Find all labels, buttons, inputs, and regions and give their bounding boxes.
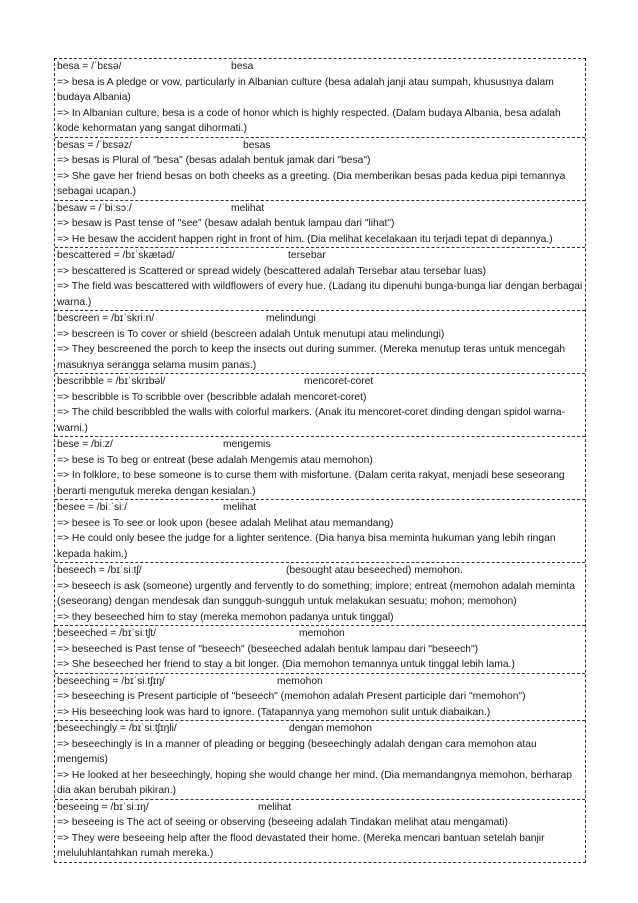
definition: => beseeched is Past tense of "beseech" (beseeched adalah bentuk lampau dari "beseech"): [57, 643, 479, 655]
example: => His beseeching look was hard to ignore. (Tatapannya yang memohon sulit untuk diabaikan.): [57, 706, 491, 718]
definition: => bescreen is To cover or shield (bescreen adalah Untuk menutupi atau melindungi): [57, 328, 445, 340]
headword: beseeing = /bɪˈsiːɪŋ/: [57, 801, 149, 813]
entry-besa: [55, 59, 585, 138]
entry-header: [57, 59, 583, 75]
definition: => besee is To see or look upon (besee adalah Melihat atau memandang): [57, 517, 394, 529]
headword: besee = /biːˈsiː/: [57, 502, 128, 513]
example: => He looked at her beseechingly, hoping she would change her mind. (Dia memandangnya memohon, berharap dia akan berubah pikiran.): [57, 769, 572, 796]
entry-header: [57, 201, 583, 217]
example: => they beseeched him to stay (mereka memohon padanya untuk tinggal): [57, 611, 394, 623]
translation: tersebar: [288, 250, 326, 261]
entry-header: [57, 138, 583, 154]
definition: => besaw is Past tense of "see" (besaw adalah bentuk lampau dari "lihat"): [57, 218, 395, 229]
headword: bescreen = /bɪˈskriːn/: [57, 313, 155, 324]
definition: => beseech is ask (someone) urgently and fervently to do something; implore; entreat (memohon adalah meminta (seseorang) dengan mendesak dan sungguh-sungguh untuk melakukan sesuatu; mohon; memohon): [57, 580, 575, 607]
headword: bese = /biːz/: [57, 439, 113, 450]
definition: => besa is A pledge or vow, particularly in Albanian culture (besa adalah janji atau sumpah, khususnya dalam budaya Albania): [57, 76, 554, 103]
example: => The field was bescattered with wildflowers of every hue. (Ladang itu dipenuhi bunga-bunga liar dengan berbagai warna.): [57, 281, 583, 308]
entry-header: [57, 721, 583, 737]
entry-bese: [55, 437, 585, 500]
entry-beseeched: [55, 626, 585, 674]
translation: (besought atau beseeched) memohon.: [286, 565, 463, 576]
entry-besas: [55, 138, 585, 201]
entry-besee: [55, 500, 585, 563]
translation: memohon: [299, 628, 345, 639]
example: => The child bescribbled the walls with colorful markers. (Anak itu mencoret-coret dinding dengan spidol warna-warni.): [57, 407, 566, 434]
translation: besas: [243, 139, 271, 151]
definition: => besas is Plural of "besa" (besas adalah bentuk jamak dari "besa"): [57, 155, 371, 166]
translation: mengemis: [223, 439, 271, 450]
definition: => beseeing is The act of seeing or observing (beseeing adalah Tindakan melihat atau mengamati): [57, 817, 508, 828]
headword: beseeched = /bɪˈsiːtʃt/: [57, 628, 156, 639]
entry-header: [57, 311, 583, 327]
example: => She beseeched her friend to stay a bit longer. (Dia memohon temannya untuk tinggal lebih lama.): [57, 659, 515, 670]
translation: dengan memohon: [289, 723, 373, 734]
definition: => bescattered is Scattered or spread widely (bescattered adalah Tersebar atau tersebar luas): [57, 265, 487, 277]
translation: melihat: [231, 202, 265, 214]
headword: bescattered = /bɪˈskætəd/: [57, 250, 175, 261]
translation: melihat: [223, 502, 257, 513]
entry-beseeing: [55, 800, 585, 862]
headword: besaw = /ˈbiːsɔː/: [57, 202, 132, 214]
entry-beseeching: [55, 674, 585, 722]
entry-bescreen: [55, 311, 585, 374]
entry-header: [57, 374, 583, 390]
headword: beseechingly = /bɪˈsiːtʃɪŋli/: [57, 723, 177, 734]
headword: besas = /ˈbɛsəz/: [57, 139, 132, 151]
translation: melihat: [258, 801, 292, 813]
entry-bescattered: [55, 248, 585, 311]
headword: beseech = /bɪˈsiːtʃ/: [57, 565, 142, 576]
entry-header: [57, 800, 583, 816]
translation: melindungi: [266, 313, 316, 324]
example: => In folklore, to bese someone is to curse them with misfortune. (Dalam cerita rakyat, menjadi bese seseorang berarti mengutuk mereka dengan kesialan.): [57, 470, 565, 497]
definition: => beseechingly is In a manner of pleading or begging (beseechingly adalah dengan cara memohon atau mengemis): [57, 738, 537, 765]
definition: => beseeching is Present participle of "beseech" (memohon adalah Present participle dari "memohon"): [57, 691, 526, 702]
entry-besaw: [55, 201, 585, 249]
example: => He besaw the accident happen right in front of him. (Dia melihat kecelakaan itu terjadi tepat di depannya.): [57, 233, 553, 245]
translation: besa: [231, 61, 254, 72]
example: => They were beseeing help after the flood devastated their home. (Mereka mencari bantuan setelah banjir meluluhlantahkan rumah mereka.): [57, 832, 545, 859]
dictionary-page: [54, 58, 586, 863]
headword: beseeching = /bɪˈsiːtʃɪŋ/: [57, 675, 165, 687]
entry-header: [57, 626, 583, 642]
example: => He could only besee the judge for a lighter sentence. (Dia hanya bisa meminta hukuman yang lebih ringan kepada hakim.): [57, 533, 556, 560]
headword: besa = /ˈbɛsə/: [57, 61, 122, 72]
definition: => bese is To beg or entreat (bese adalah Mengemis atau memohon): [57, 454, 373, 466]
entry-header: [57, 674, 583, 690]
example: => In Albanian culture, besa is a code of honor which is highly respected. (Dalam budaya Albania, besa adalah kode kehormatan yang sangat dihormati.): [57, 107, 561, 134]
example: => They bescreened the porch to keep the insects out during summer. (Mereka menutup teras untuk mencegah masuknya serangga selama musim panas.): [57, 344, 566, 371]
entry-beseechingly: [55, 721, 585, 800]
entry-header: [57, 563, 583, 579]
translation: memohon: [277, 675, 323, 687]
entry-header: [57, 500, 583, 516]
example: => She gave her friend besas on both cheeks as a greeting. (Dia memberikan besas pada kedua pipi temannya sebagai ucapan.): [57, 170, 566, 197]
entry-header: [57, 437, 583, 453]
entry-beseech: [55, 563, 585, 626]
entry-bescribble: [55, 374, 585, 437]
headword: bescribble = /bɪˈskrɪbəl/: [57, 376, 166, 387]
translation: mencoret-coret: [304, 376, 374, 387]
entry-header: [57, 248, 583, 264]
definition: => bescribble is To scribble over (bescribble adalah mencoret-coret): [57, 391, 367, 403]
